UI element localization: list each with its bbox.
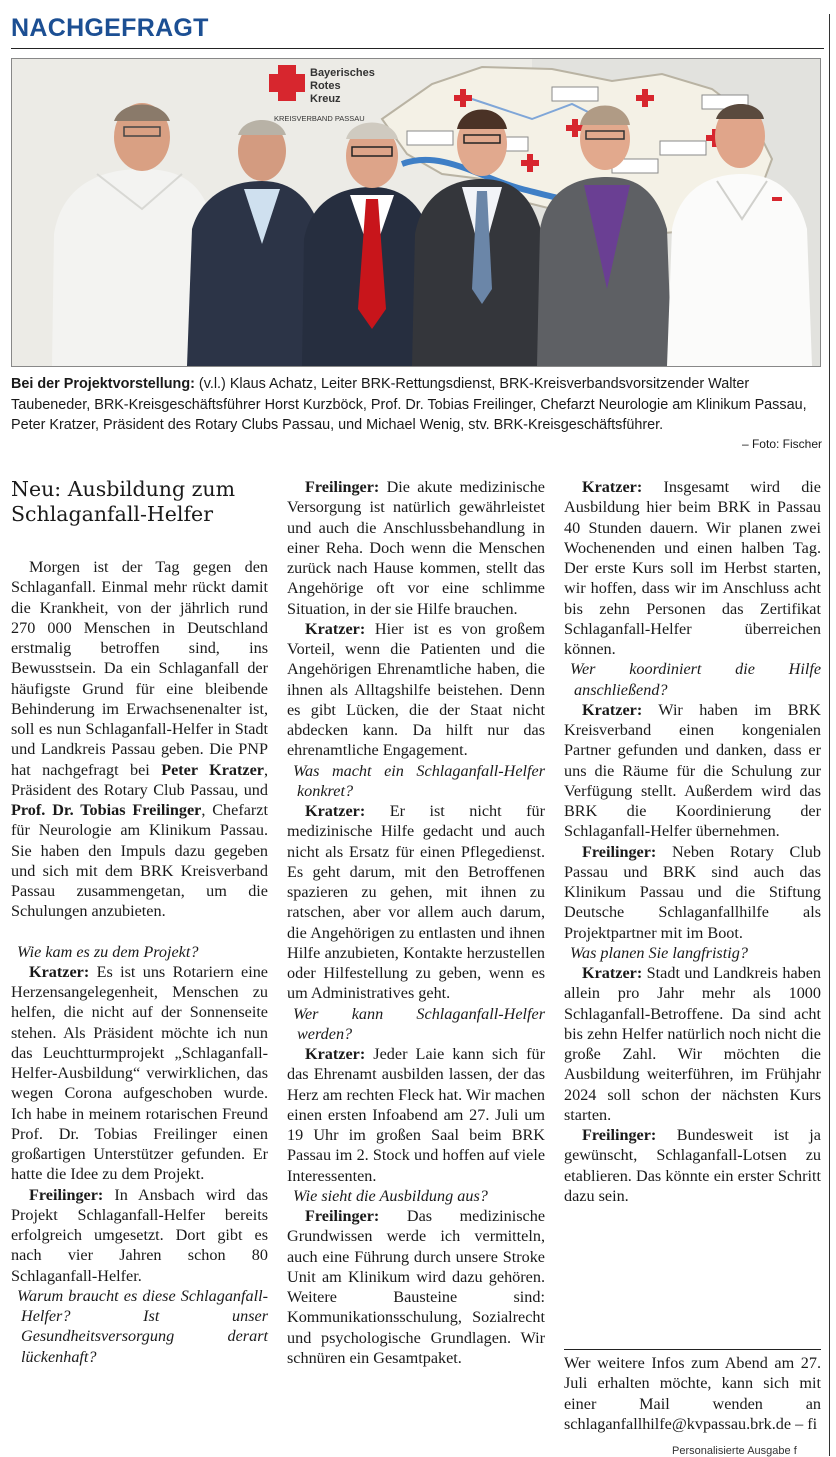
section-kicker: NACHGEFRAGT bbox=[11, 14, 209, 42]
article-column-2 bbox=[287, 477, 545, 1368]
article-column-3 bbox=[564, 477, 821, 1206]
caption-text: (v.l.) Klaus Achatz, Leiter BRK-Rettungsdienst, BRK-Kreisverbandsvorsitzender Walter Taubeneder, BRK-Kreisgeschäftsführer Horst Kurzböck, Prof. Dr. Tobias Freilinger, Chefarzt Neurologie am Klinikum Passau, Peter Kratzer, Präsident des Rotary Clubs Passau, und Michael Wenig, stv. BRK-Kreisgeschäftsführer. bbox=[11, 376, 807, 433]
svg-text:KREISVERBAND PASSAU: KREISVERBAND PASSAU bbox=[274, 114, 365, 123]
question-4: Wer kann Schlaganfall-Helfer werden? bbox=[293, 1004, 545, 1043]
article-headline: Neu: Ausbildung zum Schlaganfall-Helfer bbox=[11, 477, 236, 526]
info-box-rule bbox=[564, 1349, 821, 1350]
answer-3: Freilinger: Die akute medizinische Versorgung ist natürlich gewährleistet und auch die Anschlussbehandlung in einer Reha. Doch wenn die Menschen zurück nach Hause kommen, stellt das Angehörige oft vor eine schlimme Situation, in der sie Hilfe brauchen. bbox=[287, 478, 545, 618]
spacer bbox=[11, 922, 268, 942]
photo-caption bbox=[11, 374, 823, 436]
question-7: Was planen Sie langfristig? bbox=[570, 943, 748, 962]
answer-8: Kratzer: Insgesamt wird die Ausbildung hier beim BRK in Passau 40 Stunden dauern. Wir planen zwei Wochenenden und einen halben Tag. Der erste Kurs soll im Herbst starten, wir hoffen, dass wir im Anschluss acht bis zehn Personen das Zertifikat Schlaganfall-Helfer überreichen können. bbox=[564, 478, 821, 658]
intro-paragraph: Morgen ist der Tag gegen den Schlaganfall. Einmal mehr rückt damit die Krankheit, von der jährlich rund 270 000 Menschen in Deutschland erstmalig betroffen sind, ins Bewusstsein. Da ein Schlaganfall der häufigste Grund für eine bleibende Behinderung im Erwachsenenalter ist, soll es nun Schlaganfall-Helfer in Stadt und Landkreis Passau geben. Die PNP hat nachgefragt bei Peter Kratzer, Präsident des Rotary Club Passau, und Prof. Dr. Tobias Freilinger, Chefarzt für Neurologie am Klinikum Passau. Sie haben den Impuls dazu gegeben und sich mit dem BRK Kreisverband Passau zusammengetan, um die Schulungen anzubieten. bbox=[11, 558, 268, 921]
question-2: Warum braucht es diese Schlaganfall-Helfer? Ist unser Gesundheitsversorgung derart lückenhaft? bbox=[17, 1286, 268, 1366]
article-column-1 bbox=[11, 557, 268, 1366]
page-footer: Personalisierte Ausgabe f bbox=[672, 1445, 797, 1457]
article-photo bbox=[11, 58, 821, 367]
answer-5: Kratzer: Er ist nicht für medizinische Hilfe gedacht und auch nicht als Ersatz für einen Pflegedienst. Es geht darum, mit den Betroffenen spazieren zu gehen, mit ihnen zu ratschen, aber vor allem auch darum, die Angehörigen zu entlasten und ihnen Hilfe anzubieten, Kontakte herzustellen oder Hilfestellung zu geben, wenn es um Administratives geht. bbox=[287, 802, 545, 1003]
column-edge-rule bbox=[829, 14, 830, 1456]
svg-text:Kreuz: Kreuz bbox=[310, 93, 341, 105]
info-box bbox=[564, 1353, 821, 1434]
question-5: Wie sieht die Ausbildung aus? bbox=[293, 1186, 488, 1205]
answer-12: Freilinger: Bundesweit ist ja gewünscht, Schlaganfall-Lotsen zu etablieren. Das könnte ein erster Schritt dazu sein. bbox=[564, 1126, 821, 1205]
answer-10: Freilinger: Neben Rotary Club Passau und BRK sind auch das Klinikum Passau und die Stiftung Deutsche Schlaganfallhilfe als Projektpartner mit im Boot. bbox=[564, 842, 821, 942]
kicker-rule bbox=[11, 48, 824, 49]
question-3: Was macht ein Schlaganfall-Helfer konkret? bbox=[293, 761, 545, 800]
info-text: Wer weitere Infos zum Abend am 27. Juli erhalten möchte, kann sich mit einer Mail wenden an schlaganfallhilfe@kvpassau.brk.de – fi bbox=[564, 1354, 821, 1433]
answer-7: Freilinger: Das medizinische Grundwissen werde ich vermitteln, auch eine Führung durch unsere Stroke Unit am Klinikum wird dazu gehören. Weitere Bausteine sind: Kommunikationsschulung, Sozialrecht und psychologische Grundlagen. Wir schnüren ein Gesamtpaket. bbox=[287, 1207, 545, 1367]
svg-text:Rotes: Rotes bbox=[310, 80, 341, 92]
svg-text:Bayerisches: Bayerisches bbox=[310, 67, 375, 79]
photo-credit: – Foto: Fischer bbox=[741, 437, 822, 451]
question-1: Wie kam es zu dem Projekt? bbox=[17, 942, 199, 961]
question-6: Wer koordiniert die Hilfe anschließend? bbox=[570, 660, 821, 699]
answer-6: Kratzer: Jeder Laie kann sich für das Ehrenamt ausbilden lassen, der das Herz am rechten Fleck hat. Wir machen einen ersten Infoabend am 27. Juli um 19 Uhr im großen Saal beim BRK Passau im 2. Stock und hoffen auf viele Interessenten. bbox=[287, 1045, 545, 1185]
answer-1: Kratzer: Es ist uns Rotariern eine Herzensangelegenheit, Menschen zu helfen, die nicht auf der Sonnenseite stehen. Als Präsident möchte ich nun das Leuchtturmprojekt „Schlaganfall-Helfer-Ausbildung“ verwirklichen, das wegen Corona aufgeschoben wurde. Ich habe in meinem rotarischen Freund Prof. Dr. Tobias Freilinger einen großartigen Unterstützer gefunden. Er hatte die Idee zu dem Projekt. bbox=[11, 962, 268, 1184]
answer-9: Kratzer: Wir haben im BRK Kreisverband einen kongenialen Partner gefunden und danken, dass er uns die Räume für die Schulung zur Verfügung stellt. Außerdem wird das BRK die Koordinierung der Schlaganfall-Helfer übernehmen. bbox=[564, 700, 821, 841]
caption-lead: Bei der Projektvorstellung: bbox=[11, 376, 195, 392]
answer-4: Kratzer: Hier ist es von großem Vorteil, wenn die Patienten und die Angehörigen Ehrenamtliche haben, die ihnen als Alltagshilfe beistehen. Denn es gibt Lücken, die der Staat nicht abdecken kann. Da hilft nur das ehrenamtliche Engagement. bbox=[287, 619, 545, 760]
answer-2: Freilinger: In Ansbach wird das Projekt Schlaganfall-Helfer bereits erfolgreich umgesetzt. Dort gibt es nach vier Jahren schon 80 Schlaganfall-Helfer. bbox=[11, 1185, 268, 1285]
answer-11: Kratzer: Stadt und Landkreis haben allein pro Jahr mehr als 1000 Schlaganfall-Betroffene. Da sind acht bis zehn Helfer natürlich noch nicht die große Zahl. Wir möchten die Ausbildung weiterführen, im Frühjahr 2024 soll schon der nächsten Kurs starten. bbox=[564, 964, 821, 1124]
